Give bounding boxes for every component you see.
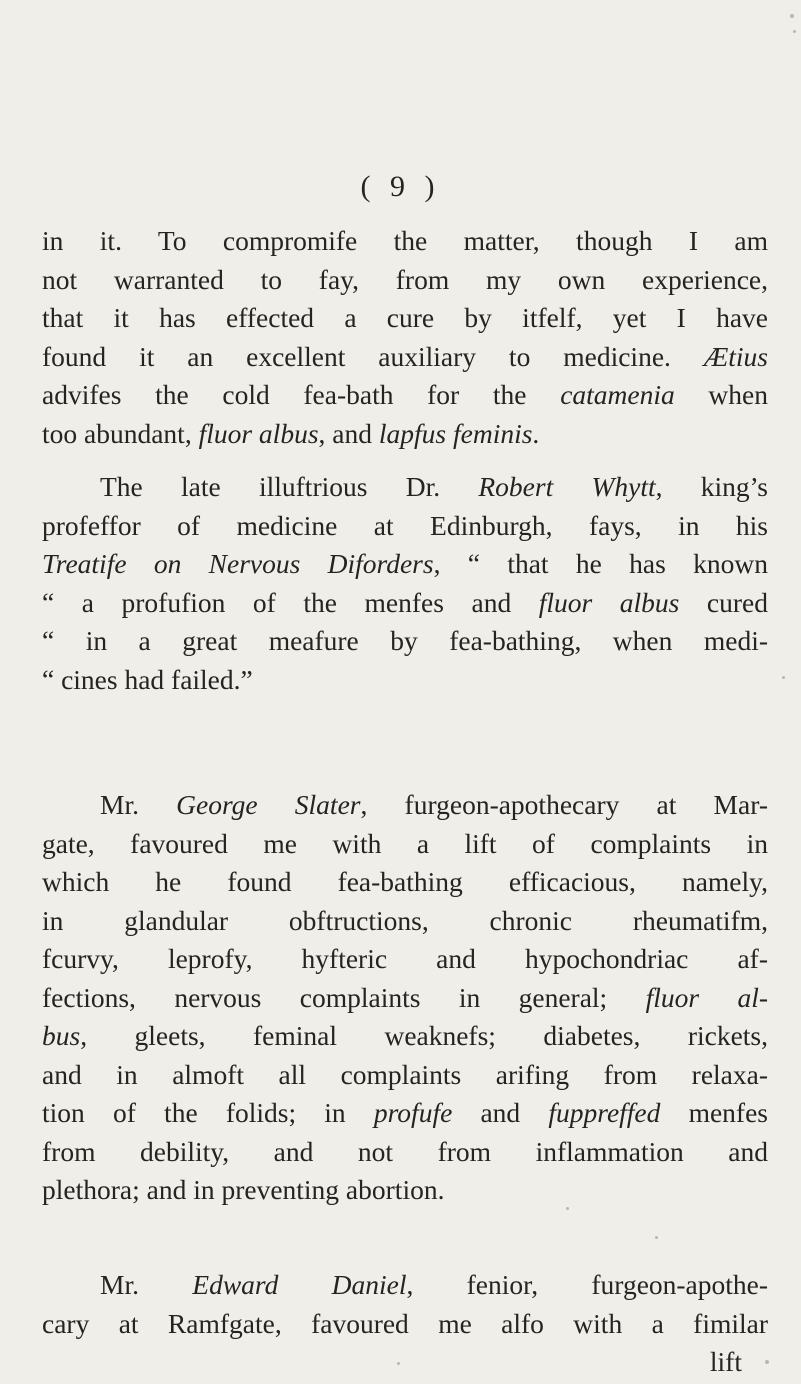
text-line (42, 468, 768, 507)
text-line (42, 507, 768, 546)
text-line (42, 261, 768, 300)
text-run: , gleets, feminal weaknefs; diabetes, rickets, (80, 1020, 768, 1051)
text-line (42, 661, 768, 700)
text-run: , furgeon-apothecary at Mar- (360, 789, 768, 820)
text-run: in it. To compromife the matter, though I am (42, 225, 768, 256)
text-line (42, 1056, 768, 1095)
text-line (42, 1171, 768, 1210)
text-run: fections, nervous complaints in general; (42, 981, 646, 1013)
paper-speck (655, 1236, 658, 1239)
text-run: “ a profufion of the menfes and (42, 586, 539, 618)
text-run: not warranted to fay, from my own experience, (42, 263, 768, 295)
text-run: “ in a great meafure by fea-bathing, when medi- (42, 625, 768, 656)
text-line (42, 222, 768, 261)
text-run: cured (679, 586, 768, 618)
text-run: , “ that he has known (433, 548, 768, 579)
text-run: menfes (660, 1097, 768, 1128)
text-run: gate, favoured me with a lift of complaints in (42, 827, 768, 859)
italic-run: fluor albus (538, 586, 680, 618)
text-run: lift (709, 1346, 742, 1377)
text-line (42, 1305, 768, 1344)
italic-run: George Slater (176, 789, 361, 820)
text-run: , and (318, 417, 379, 449)
text-line (42, 1094, 768, 1133)
paragraph-3 (42, 786, 768, 1210)
text-line (42, 940, 768, 979)
text-line (42, 376, 768, 415)
text-run: Mr. (100, 1269, 193, 1300)
italic-run: Edward Daniel (192, 1269, 407, 1300)
text-line (42, 299, 768, 338)
text-line (42, 1017, 768, 1056)
text-run: in glandular obftructions, chronic rheumatifm, (42, 904, 768, 936)
text-line (42, 622, 768, 661)
italic-run: profufe (373, 1097, 453, 1128)
text-run: which he found fea-bathing efficacious, namely, (42, 866, 768, 897)
text-run: Mr. (100, 789, 177, 820)
text-line (42, 863, 768, 902)
italic-run: catamenia (560, 379, 675, 410)
text-run: that it has effected a cure by itfelf, yet I have (42, 302, 768, 333)
text-line (42, 338, 768, 377)
italic-run: Ætius (703, 340, 768, 372)
paper-speck (793, 30, 796, 33)
text-run: too abundant, (42, 417, 199, 449)
text-run: plethora; and in preventing abortion. (42, 1174, 445, 1205)
italic-run: fuppreffed (548, 1097, 661, 1128)
paper-speck (397, 1362, 400, 1365)
italic-run: lapfus feminis (378, 417, 533, 449)
paper-speck (790, 14, 794, 18)
italic-run: Robert Whytt (478, 471, 656, 502)
text-run: and in almoft all complaints arifing from relaxa- (42, 1058, 768, 1090)
paragraph-1 (42, 222, 768, 453)
page-number-header: ( 9 ) (360, 170, 441, 203)
text-line (42, 415, 768, 454)
text-run: . (532, 417, 540, 449)
text-run: when (674, 379, 768, 410)
text-line (42, 545, 768, 584)
text-run: , king’s (655, 471, 768, 502)
italic-run: fluor albus (198, 417, 319, 449)
text-run: “ cines had failed.” (42, 663, 253, 695)
paragraph-2 (42, 468, 768, 699)
paper-speck (782, 676, 785, 679)
text-line (42, 786, 768, 825)
text-run: cary at Ramfgate, favoured me alfo with a fimilar (42, 1307, 768, 1339)
text-run: and (452, 1097, 549, 1128)
text-run: found it an excellent auxiliary to medicine. (42, 340, 704, 372)
italic-run: Treatife on Nervous Diforders (42, 548, 434, 579)
text-line (42, 979, 768, 1018)
text-line (42, 825, 768, 864)
italic-run: bus (42, 1020, 81, 1051)
italic-run: fluor al- (645, 981, 768, 1013)
paper-speck (566, 1207, 569, 1210)
text-run: profeffor of medicine at Edinburgh, fays, in his (42, 509, 768, 541)
paragraph-4 (42, 1266, 768, 1382)
text-run: from debility, and not from inflammation and (42, 1135, 768, 1167)
text-line (42, 584, 768, 623)
text-run: , fenior, furgeon-apothe- (406, 1269, 769, 1300)
paper-speck (765, 1360, 769, 1364)
text-line (42, 1133, 768, 1172)
text-line (42, 902, 768, 941)
catchword (42, 1343, 768, 1382)
text-line (42, 1266, 768, 1305)
text-run: tion of the folids; in (42, 1097, 374, 1128)
text-run: advifes the cold fea-bath for the (42, 379, 561, 410)
text-run: fcurvy, leprofy, hyfteric and hypochondriac af- (42, 943, 768, 974)
text-run: The late illuftrious Dr. (100, 471, 479, 502)
